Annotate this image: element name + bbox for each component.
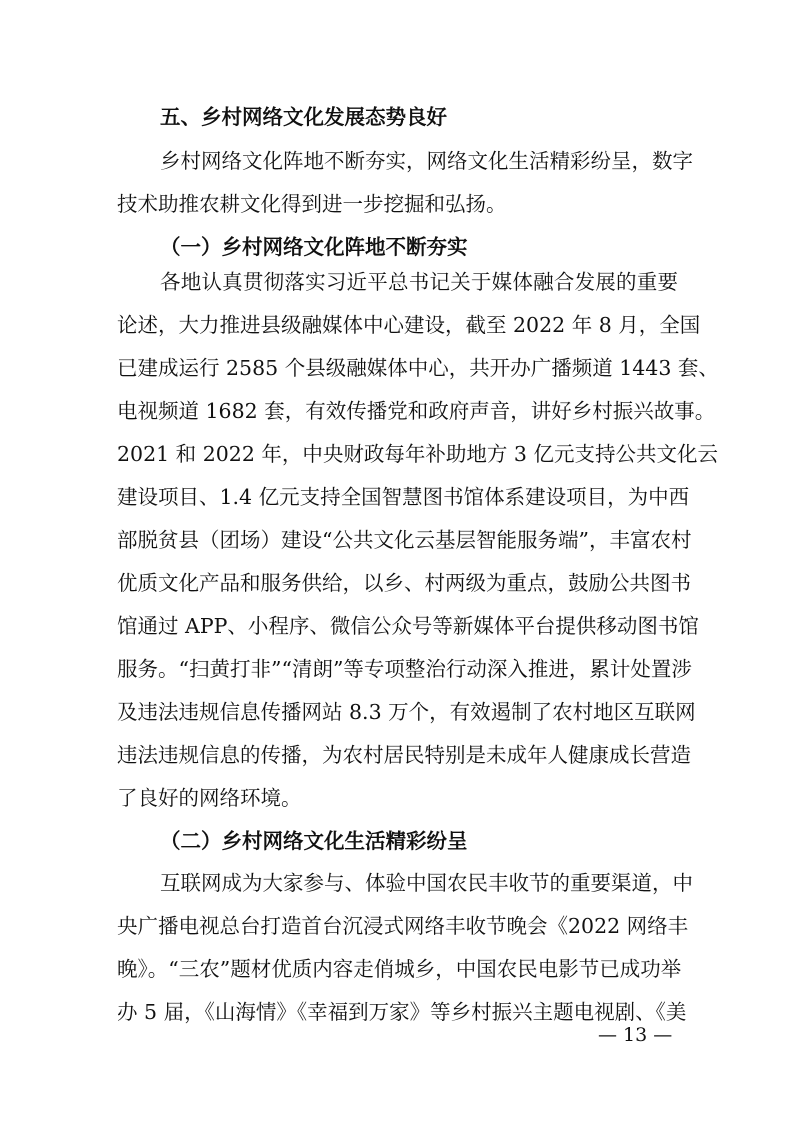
paragraph-line: 乡村网络文化阵地不断夯实，网络文化生活精彩纷呈，数字 [160,149,693,173]
paragraph-line: 各地认真贯彻落实习近平总书记关于媒体融合发展的重要 [160,270,678,294]
paragraph-line: 办 5 届，《山海情》《幸福到万家》等乡村振兴主题电视剧、《美 [117,1000,687,1024]
paragraph-line: 电视频道 1682 套，有效传播党和政府声音，讲好乡村振兴故事。 [117,399,716,423]
paragraph-line: 2021 和 2022 年，中央财政每年补助地方 3 亿元支持公共文化云 [117,442,718,466]
paragraph-line: 部脱贫县（团场）建设“公共文化云基层智能服务端”，丰富农村 [117,528,692,552]
page-number: — 13 — [598,1024,673,1046]
paragraph-line: 论述，大力推进县级融媒体中心建设，截至 2022 年 8 月，全国 [117,313,701,337]
paragraph-line: 服务。“扫黄打非”“清朗”等专项整治行动深入推进，累计处置涉 [117,657,692,681]
paragraph-line: 晚》。“三农”题材优质内容走俏城乡，中国农民电影节已成功举 [117,957,682,981]
section-heading: 五、乡村网络文化发展态势良好 [160,105,447,129]
paragraph-line: 已建成运行 2585 个县级融媒体中心，共开办广播频道 1443 套、 [117,356,719,380]
subsection-heading: （二）乡村网络文化生活精彩纷呈 [160,829,468,853]
paragraph-line: 违法违规信息的传播，为农村居民特别是未成年人健康成长营造 [117,743,691,767]
paragraph-line: 技术助推农耕文化得到进一步挖掘和弘扬。 [117,192,507,216]
paragraph-line: 优质文化产品和服务供给，以乡、村两级为重点，鼓励公共图书 [117,571,691,595]
paragraph-line: 建设项目、1.4 亿元支持全国智慧图书馆体系建设项目，为中西 [117,485,690,509]
paragraph-line: 馆通过 APP、小程序、微信公众号等新媒体平台提供移动图书馆 [117,614,699,638]
paragraph-line: 及违法违规信息传播网站 8.3 万个，有效遏制了农村地区互联网 [117,700,696,724]
paragraph-line: 央广播电视总台打造首台沉浸式网络丰收节晚会《2022 网络丰 [117,914,689,938]
paragraph-line: 了良好的网络环境。 [117,786,302,810]
subsection-heading: （一）乡村网络文化阵地不断夯实 [160,235,468,259]
paragraph-line: 互联网成为大家参与、体验中国农民丰收节的重要渠道，中 [160,871,693,895]
